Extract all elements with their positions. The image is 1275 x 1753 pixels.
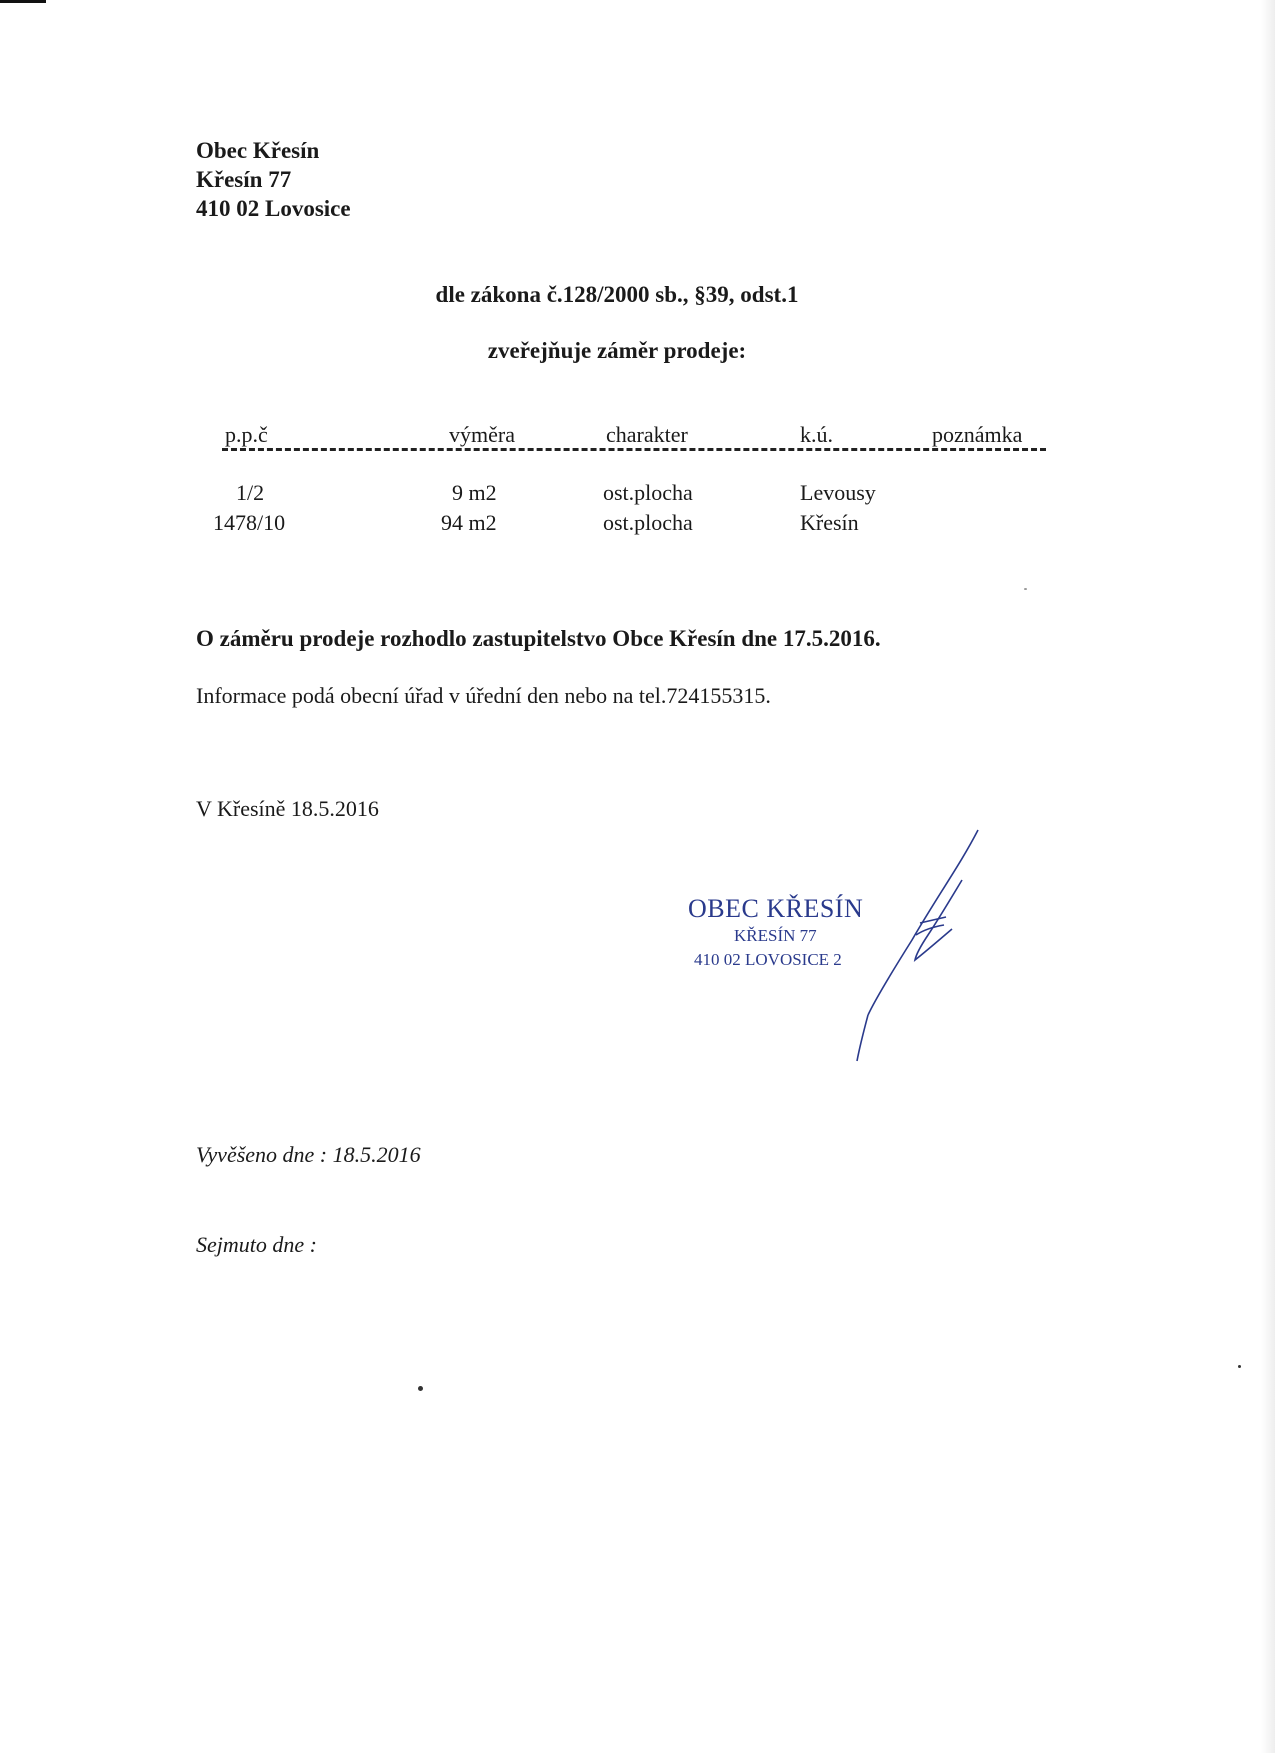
header-area: výměra: [449, 422, 515, 447]
header-parcel: p.p.č: [225, 422, 268, 447]
header-character: charakter: [606, 422, 688, 447]
posted-date: Vyvěšeno dne : 18.5.2016: [196, 1142, 421, 1167]
table-divider: [222, 448, 1046, 451]
sender-address: [196, 136, 351, 223]
sender-city: 410 02 Lovosice: [196, 196, 351, 221]
contact-info: Informace podá obecní úřad v úřední den nebo na tel.724155315.: [196, 683, 771, 708]
scan-speck: [1238, 1365, 1241, 1368]
row2-character: ost.plocha: [603, 510, 693, 535]
row1-cadastral: Levousy: [800, 480, 876, 505]
intent-heading: zveřejňuje záměr prodeje:: [487, 338, 747, 363]
scan-edge-mark: [0, 0, 46, 3]
stamp-street: KŘESÍN 77: [734, 926, 817, 945]
row2-parcel: 1478/10: [213, 510, 286, 535]
scan-speck: [418, 1386, 423, 1391]
row1-parcel: 1/2: [236, 480, 265, 505]
stamp-city: 410 02 LOVOSICE 2: [694, 950, 842, 969]
law-reference: dle zákona č.128/2000 sb., §39, odst.1: [435, 282, 799, 307]
removed-date: Sejmuto dne :: [196, 1232, 317, 1257]
sender-name: Obec Křesín: [196, 138, 320, 163]
stamp-name: OBEC KŘESÍN: [688, 894, 864, 923]
row2-area: 94 m2: [441, 510, 497, 535]
place-date: V Křesíně 18.5.2016: [196, 796, 379, 821]
handwritten-signature: [820, 825, 990, 1065]
row1-area: 9 m2: [452, 480, 497, 505]
header-note: poznámka: [932, 422, 1023, 447]
scan-speck: [1024, 588, 1027, 590]
sender-street: Křesín 77: [196, 167, 292, 192]
decision-statement: O záměru prodeje rozhodlo zastupitelstvo Obce Křesín dne 17.5.2016.: [196, 626, 881, 651]
header-cadastral: k.ú.: [800, 422, 833, 447]
scan-edge-shadow: [1261, 0, 1275, 1753]
row1-character: ost.plocha: [603, 480, 693, 505]
row2-cadastral: Křesín: [800, 510, 859, 535]
